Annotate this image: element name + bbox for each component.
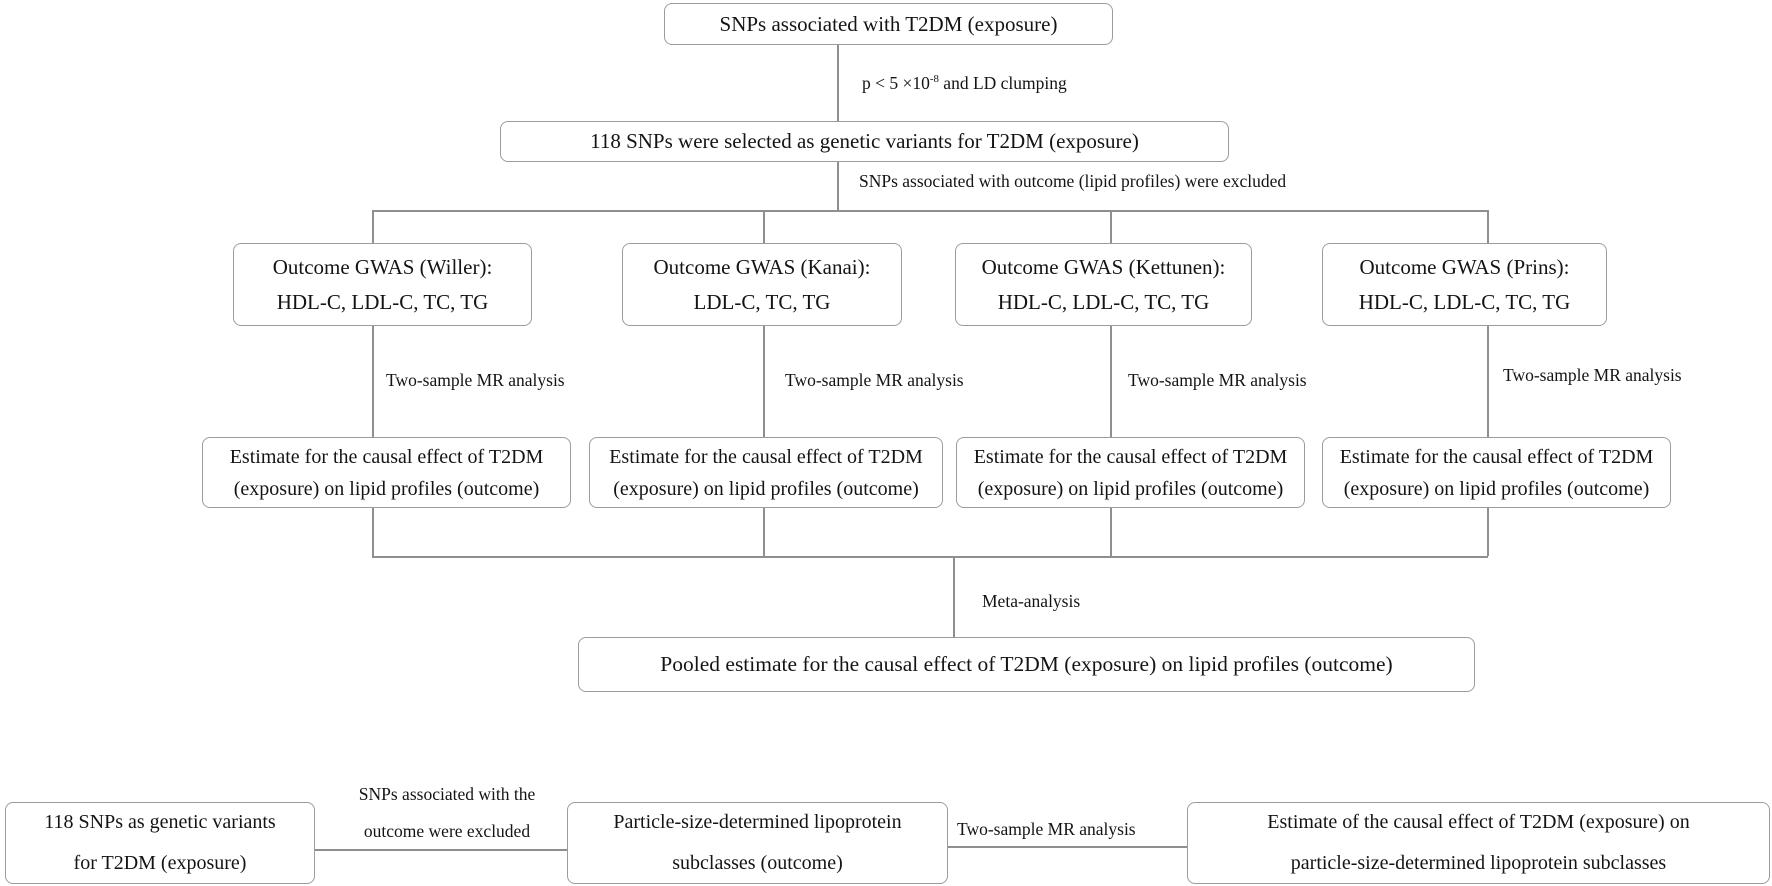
connector-estimate4-merge: [1487, 508, 1489, 556]
pooled-estimate-text: Pooled estimate for the causal effect of T2DM (exposure) on lipid profiles (outcome): [660, 652, 1393, 676]
subclass-estimate-line1: Estimate of the causal effect of T2DM (exposure) on: [1267, 811, 1690, 833]
estimate-box-1: [202, 437, 571, 508]
subclass-box-line2: subclasses (outcome): [672, 852, 843, 874]
gwas-box-kanai: [622, 243, 902, 326]
gwas-kettunen-line1: Outcome GWAS (Kettunen):: [981, 254, 1226, 279]
connector-estimate1-merge: [372, 508, 374, 556]
connector-drop-prins: [1487, 210, 1489, 243]
selected-snps-text: 118 SNPs were selected as genetic variants for T2DM (exposure): [590, 129, 1139, 153]
connector-drop-kettunen: [1110, 210, 1112, 243]
pvalue-label-post: and LD clumping: [938, 73, 1067, 93]
bottom-mr-analysis-label: Two-sample MR analysis: [957, 819, 1136, 839]
estimate-box-4: [1322, 437, 1671, 508]
bottom-exclusion-line2: outcome were excluded: [363, 821, 531, 841]
snp-exposure-text: SNPs associated with T2DM (exposure): [719, 11, 1058, 36]
connector-kettunen-estimate: [1110, 326, 1112, 437]
gwas-kanai-line1: Outcome GWAS (Kanai):: [653, 254, 871, 279]
estimate-box-3-line2: (exposure) on lipid profiles (outcome): [977, 477, 1284, 500]
estimate-box-1-line1: Estimate for the causal effect of T2DM: [229, 445, 544, 468]
mr-analysis-label-4: Two-sample MR analysis: [1503, 365, 1682, 385]
estimate-box-2-line1: Estimate for the causal effect of T2DM: [609, 445, 923, 468]
connector-prins-estimate: [1487, 326, 1489, 437]
connector-branch-bar: [372, 210, 1488, 212]
outcome-exclusion-label: SNPs associated with outcome (lipid profiles) were excluded: [859, 171, 1287, 191]
pvalue-label-sup: -8: [929, 73, 939, 86]
subclass-estimate-box: [1187, 802, 1770, 884]
gwas-box-kettunen: [955, 243, 1252, 326]
connector-estimate3-merge: [1110, 508, 1112, 556]
mr-analysis-label-1: Two-sample MR analysis: [386, 370, 565, 390]
snp-exposure-box: [664, 3, 1113, 45]
bottom-variants-box: [5, 802, 315, 884]
gwas-box-prins: [1322, 243, 1607, 326]
gwas-willer-line1: Outcome GWAS (Willer):: [272, 254, 493, 279]
estimate-box-1-line2: (exposure) on lipid profiles (outcome): [233, 477, 540, 500]
estimate-box-3: [956, 437, 1305, 508]
gwas-prins-line1: Outcome GWAS (Prins):: [1359, 254, 1570, 279]
gwas-box-willer: [233, 243, 532, 326]
connector-trunk-upper: [837, 45, 839, 122]
pvalue-ld-clumping-label: [862, 74, 1067, 93]
connector-willer-estimate: [372, 326, 374, 437]
estimate-box-4-line1: Estimate for the causal effect of T2DM: [1339, 445, 1654, 468]
connector-drop-willer: [372, 210, 374, 243]
selected-snps-box: [500, 121, 1229, 162]
subclass-box-line1: Particle-size-determined lipoprotein: [613, 811, 902, 833]
connector-merge-bar: [372, 556, 1488, 558]
gwas-kanai-line2: LDL-C, TC, TG: [693, 289, 831, 314]
subclass-estimate-line2: particle-size-determined lipoprotein subclasses: [1290, 852, 1667, 874]
estimate-box-4-line2: (exposure) on lipid profiles (outcome): [1343, 477, 1650, 500]
connector-kanai-estimate: [763, 326, 765, 437]
estimate-box-2: [589, 437, 943, 508]
pooled-estimate-box: [578, 637, 1475, 692]
estimate-box-2-line2: (exposure) on lipid profiles (outcome): [613, 477, 919, 500]
bottom-exclusion-label: [332, 776, 562, 850]
mr-analysis-label-3: Two-sample MR analysis: [1128, 370, 1307, 390]
meta-analysis-label: Meta-analysis: [982, 591, 1081, 611]
estimate-box-3-line1: Estimate for the causal effect of T2DM: [973, 445, 1288, 468]
gwas-willer-line2: HDL-C, LDL-C, TC, TG: [276, 289, 489, 314]
gwas-prins-line2: HDL-C, LDL-C, TC, TG: [1358, 289, 1571, 314]
gwas-kettunen-line2: HDL-C, LDL-C, TC, TG: [997, 289, 1210, 314]
mr-analysis-label-2: Two-sample MR analysis: [785, 370, 964, 390]
bottom-variants-line1: 118 SNPs as genetic variants: [44, 811, 276, 833]
connector-estimate2-merge: [763, 508, 765, 556]
connector-subclass-estimate: [948, 846, 1187, 848]
bottom-variants-line2: for T2DM (exposure): [73, 852, 247, 874]
bottom-exclusion-line1: SNPs associated with the: [358, 784, 536, 804]
connector-trunk-lower: [837, 162, 839, 210]
connector-drop-kanai: [763, 210, 765, 243]
pvalue-label-pre: p < 5 ×10: [862, 73, 930, 93]
connector-meta-drop: [953, 556, 955, 637]
lipoprotein-subclass-box: [567, 802, 948, 884]
